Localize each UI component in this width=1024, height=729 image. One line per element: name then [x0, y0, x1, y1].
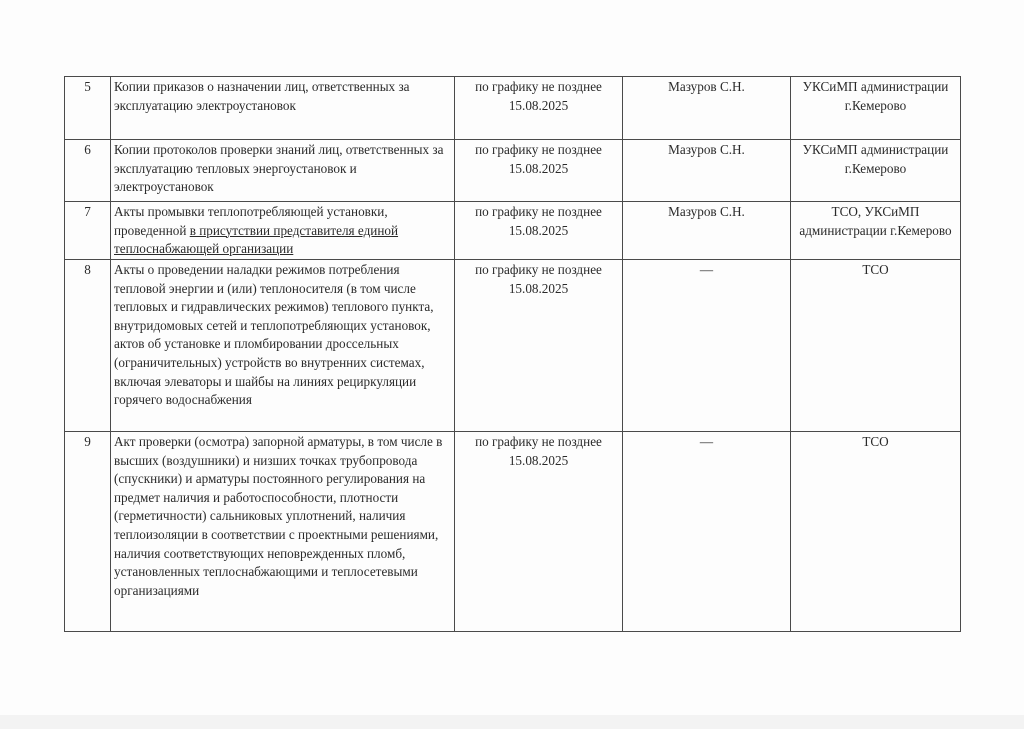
row-organization: УКСиМП администрации г.Кемерово [791, 140, 961, 202]
row-description: Акт проверки (осмотра) запорной арматуры, в том числе в высших (воздушники) и низших точках трубопровода (спускники) и арматуры постоянного регулирования на предмет наличия и работоспособности, плотности (герметичности) сальниковых уплотнений, наличия теплоизоляции в соответствии с проектными решениями, наличия соответствующих неповрежденных пломб, установленных теплоснабжающими и теплосетевыми организациями [111, 432, 455, 632]
row-organization: ТСО, УКСиМП администрации г.Кемерово [791, 202, 961, 260]
row-organization: ТСО [791, 260, 961, 432]
requirements-table [64, 76, 961, 632]
table-row [65, 140, 961, 202]
row-responsible: Мазуров С.Н. [623, 202, 791, 260]
row-deadline: по графику не позднее 15.08.2025 [455, 260, 623, 432]
row-deadline: по графику не позднее 15.08.2025 [455, 77, 623, 140]
row-responsible: Мазуров С.Н. [623, 77, 791, 140]
row-responsible: — [623, 260, 791, 432]
row-number: 6 [65, 140, 111, 202]
row-deadline: по графику не позднее 15.08.2025 [455, 202, 623, 260]
row-description: Копии приказов о назначении лиц, ответственных за эксплуатацию электроустановок [111, 77, 455, 140]
row-description: Копии протоколов проверки знаний лиц, ответственных за эксплуатацию тепловых энергоустановок и электроустановок [111, 140, 455, 202]
row-responsible: Мазуров С.Н. [623, 140, 791, 202]
row-responsible: — [623, 432, 791, 632]
row-organization: ТСО [791, 432, 961, 632]
row-description-underlined: в присутствии представителя единой теплоснабжающей организации [114, 222, 399, 257]
row-number: 7 [65, 202, 111, 260]
row-description-plain: Акты промывки теплопотребляющей установки, проведенной [114, 204, 388, 238]
table-row [65, 260, 961, 432]
page-bottom-edge [0, 715, 1024, 729]
table-row [65, 77, 961, 140]
row-number: 8 [65, 260, 111, 432]
table-row [65, 202, 961, 260]
row-number: 5 [65, 77, 111, 140]
row-description: Акты о проведении наладки режимов потребления тепловой энергии и (или) теплоносителя (в том числе тепловых и гидравлических режимов) теплового пункта, внутридомовых сетей и теплопотребляющих установок, актов об установке и пломбировании дроссельных (ограничительных) устройств во внутренних системах, включая элеваторы и шайбы на линиях рециркуляции горячего водоснабжения [111, 260, 455, 432]
row-description [111, 202, 455, 260]
row-organization: УКСиМП администрации г.Кемерово [791, 77, 961, 140]
row-number: 9 [65, 432, 111, 632]
row-deadline: по графику не позднее 15.08.2025 [455, 432, 623, 632]
row-deadline: по графику не позднее 15.08.2025 [455, 140, 623, 202]
table-row [65, 432, 961, 632]
